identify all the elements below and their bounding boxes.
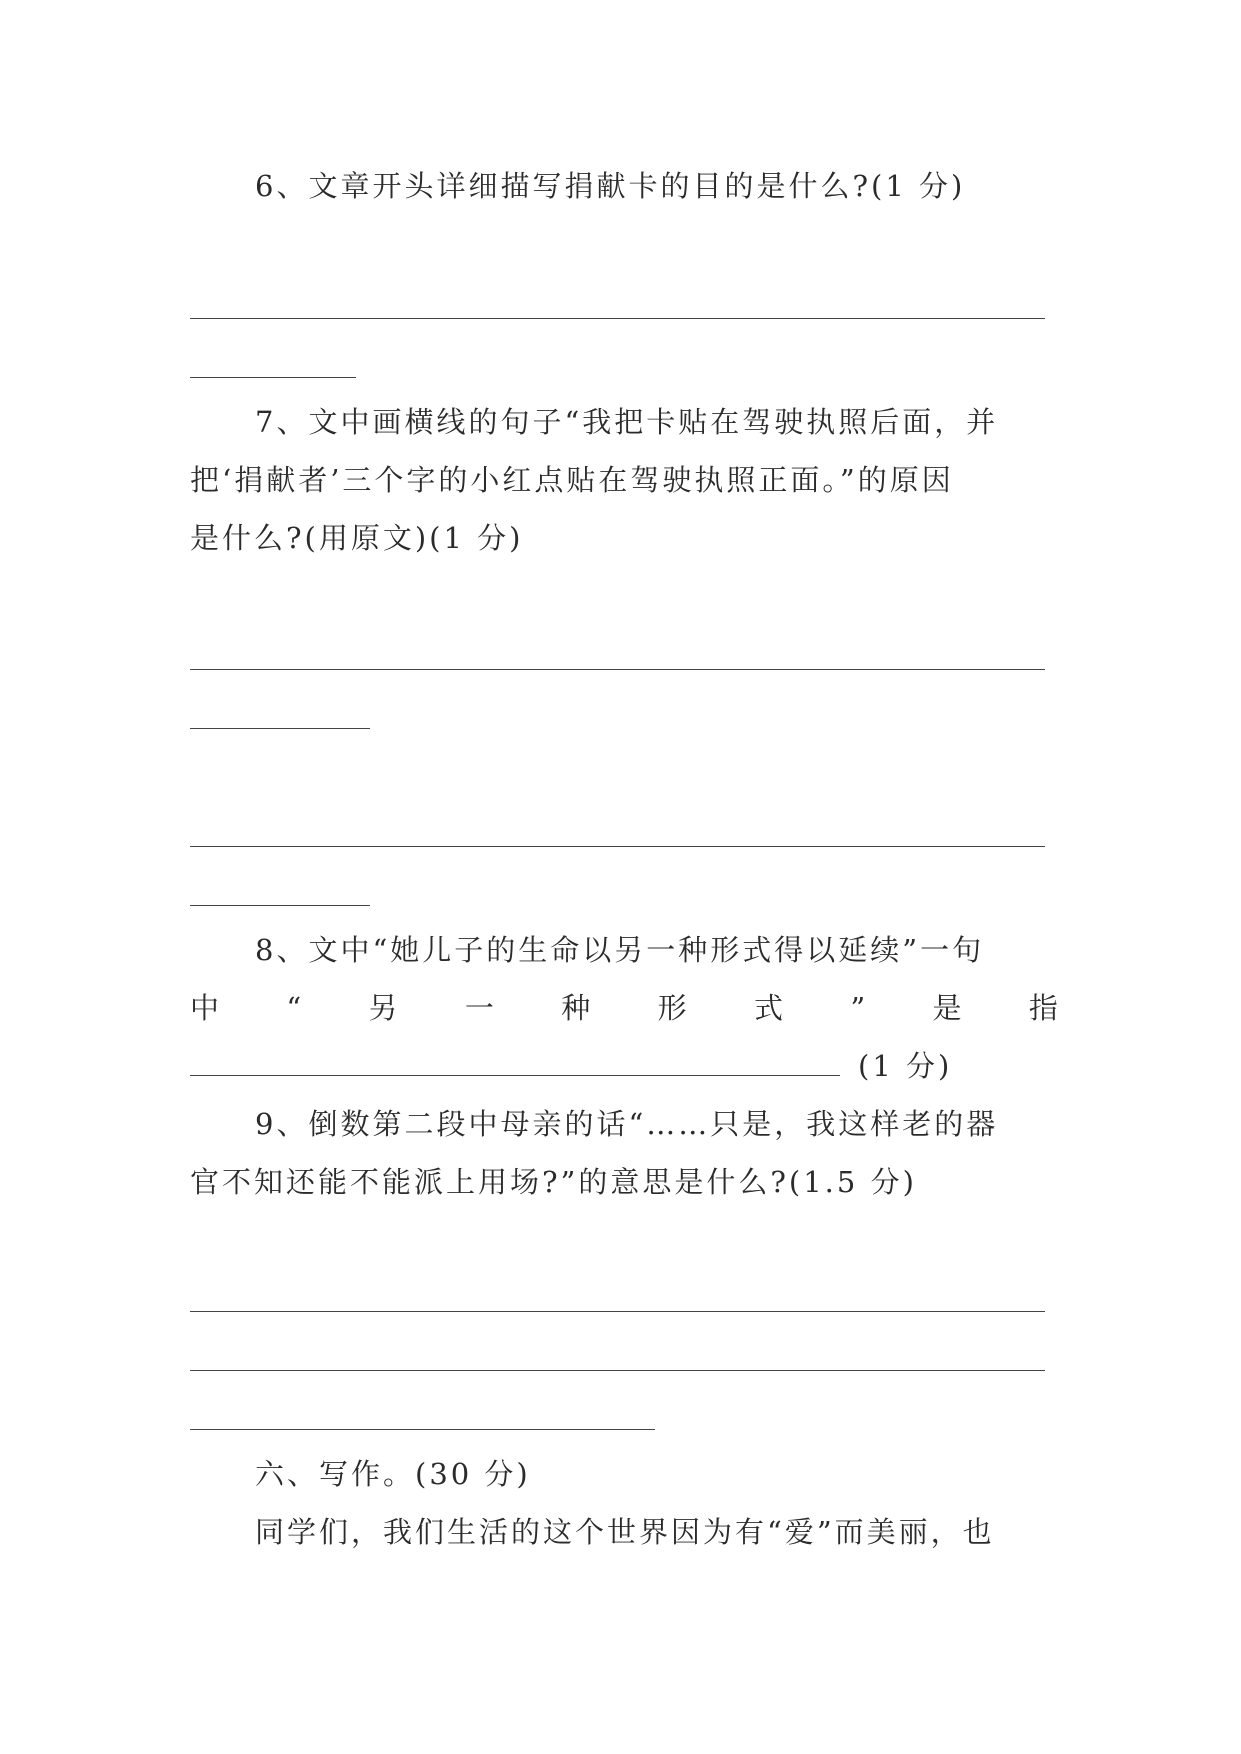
answer-line-7c[interactable] bbox=[190, 846, 1045, 847]
section-6-line-1: 同学们，我们生活的这个世界因为有“爱”而美丽，也 bbox=[255, 1515, 995, 1549]
q8-char: 是 bbox=[932, 991, 962, 1025]
question-9-line-1: 9、倒数第二段中母亲的话“……只是，我这样老的器 bbox=[255, 1107, 999, 1141]
q8-char: 指 bbox=[1028, 991, 1058, 1025]
answer-line-7b[interactable] bbox=[190, 728, 370, 729]
answer-line-6b[interactable] bbox=[190, 377, 356, 378]
answer-line-6a[interactable] bbox=[190, 318, 1045, 319]
answer-line-8[interactable] bbox=[190, 1051, 840, 1076]
q8-char: 另 bbox=[368, 991, 398, 1025]
q8-char: 形 bbox=[657, 991, 687, 1025]
q8-char: 一 bbox=[464, 991, 494, 1025]
section-6-heading: 六、写作。(30 分) bbox=[255, 1457, 531, 1491]
q8-char: ” bbox=[850, 991, 866, 1025]
question-9-line-2: 官不知还能不能派上用场?”的意思是什么?(1.5 分) bbox=[190, 1165, 917, 1199]
q8-char: 种 bbox=[561, 991, 591, 1025]
question-7-line-3: 是什么?(用原文)(1 分) bbox=[190, 521, 524, 555]
answer-line-9b[interactable] bbox=[190, 1370, 1045, 1371]
q8-char: 式 bbox=[753, 991, 783, 1025]
answer-line-9a[interactable] bbox=[190, 1311, 1045, 1312]
q8-char: “ bbox=[286, 991, 302, 1025]
question-8-line-1: 8、文中“她儿子的生命以另一种形式得以延续”一句 bbox=[255, 933, 985, 967]
question-8-line-3 bbox=[190, 1048, 952, 1084]
question-8-score: (1 分) bbox=[858, 1049, 953, 1083]
question-6: 6、文章开头详细描写捐献卡的目的是什么?(1 分) bbox=[255, 169, 966, 203]
answer-line-9c[interactable] bbox=[190, 1429, 655, 1430]
question-7-line-2: 把‘捐献者’三个字的小红点贴在驾驶执照正面。”的原因 bbox=[190, 463, 954, 497]
q8-char: 中 bbox=[190, 991, 220, 1025]
answer-line-7a[interactable] bbox=[190, 669, 1045, 670]
question-7-line-1: 7、文中画横线的句子“我把卡贴在驾驶执照后面，并 bbox=[255, 405, 999, 439]
answer-line-7d[interactable] bbox=[190, 905, 370, 906]
question-8-line-2 bbox=[190, 990, 1058, 1026]
